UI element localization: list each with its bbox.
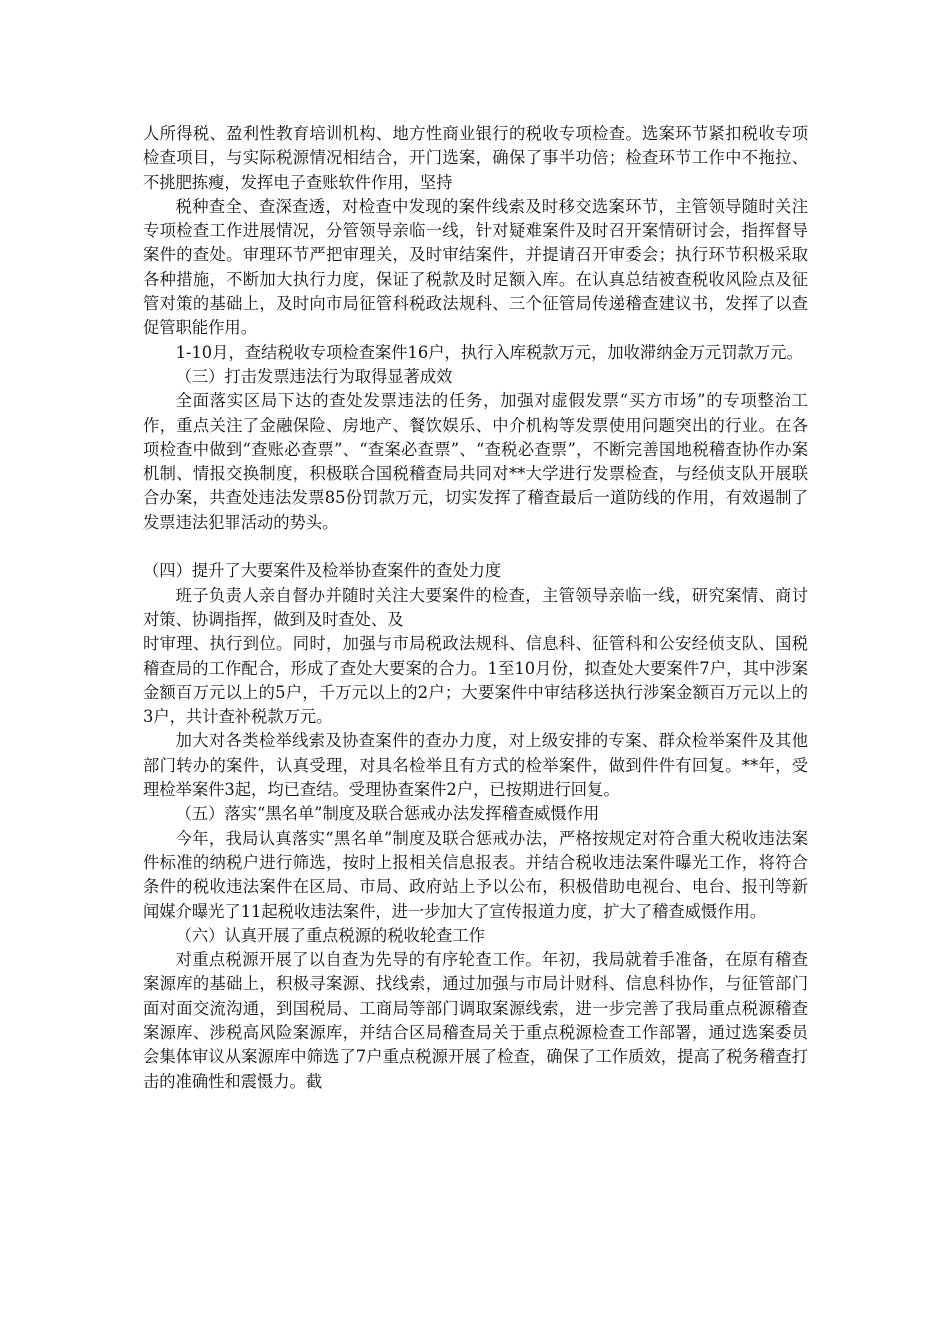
paragraph-invoice-enforcement: 全面落实区局下达的查处发票违法的任务，加强对虚假发票“买方市场”的专项整治工作，重点关注了金融保险、房地产、餐饮娱乐、中介机构等发票使用问题突出的行业。在各项检查中做到“查账必查票”、“查案必查票”、“查税必查票”，不断完善国地税稽查协作办案机制、情报交换制度，积极联合国税稽查局共同对**大学进行发票检查，与经侦支队开展联合办案，共查处违法发票85份罚款万元，切实发挥了稽查最后一道防线的作用，有效遏制了发票违法犯罪活动的势头。 xyxy=(143,391,808,532)
paragraph-blacklist: 今年，我局认真落实“黑名单”制度及联合惩戒办法，严格按规定对符合重大税收违法案件标准的纳税户进行筛选，按时上报相关信息报表。并结合税收违法案件曝光工作，将符合条件的税收违法案件在区局、市局、政府站上予以公布，积极借助电视台、电台、报刊等新闻媒介曝光了11起税收违法案件，进一步加大了宣传报道力度，扩大了稽查威慑作用。 xyxy=(143,828,808,921)
section-heading-key-sources: （六）认真开展了重点税源的税收轮查工作 xyxy=(175,925,485,945)
paragraph-key-sources: 对重点税源开展了以自查为先导的有序轮查工作。年初，我局就着手准备，在原有稽查案源库的基础上，积极寻案源、找线索，通过加强与市局计财科、信息科协作，与征管部门面对面交流沟通，到国税局、工商局等部门调取案源线索，进一步完善了我局重点税源稽查案源库、涉税高风险案源库，并结合区局稽查局关于重点税源检查工作部署，通过选案委员会集体审议从案源库中筛选了7户重点税源开展了检查，确保了工作质效，提高了税务稽查打击的准确性和震慑力。截 xyxy=(143,950,808,1091)
paragraph-special-inspection-results: 1-10月，查结税收专项检查案件16户，执行入库税款万元，加收滞纳金万元罚款万元。 xyxy=(175,342,803,362)
paragraph-continuation: 人所得税、盈利性教育培训机构、地方性商业银行的税收专项检查。选案环节紧扣税收专项检查项目，与实际税源情况相结合，开门选案，确保了事半功倍；检查环节工作中不拖拉、不挑肥拣瘦，发挥电子查账软件作用，坚持 xyxy=(143,124,808,192)
paragraph-spacer xyxy=(143,535,808,559)
paragraph-major-cases-results: 时审理、执行到位。同时，加强与市局税政法规科、信息科、征管科和公安经侦支队、国税稽查局的工作配合，形成了查处大要案的合力。1至10月份，拟查处大要案件7户，其中涉案金额百万元以上的5户，千万元以上的2户；大要案件中审结移送执行涉案金额百万元以上的3户，共计查补税款万元。 xyxy=(143,634,808,727)
document-body xyxy=(143,122,808,1094)
paragraph-major-cases-leadership: 班子负责人亲自督办并随时关注大要案件的检查，主管领导亲临一线，研究案情、商讨对策、协调指挥，做到及时查处、及 xyxy=(143,585,808,629)
paragraph-inspection-process: 税种查全、查深查透，对检查中发现的案件线索及时移交选案环节，主管领导随时关注专项检查工作进展情况，分管领导亲临一线，针对疑难案件及时召开案情研讨会，指挥督导案件的查处。审理环节严把审理关，及时审结案件，并提请召开审委会；执行环节积极采取各种措施，不断加大执行力度，保证了税款及时足额入库。在认真总结被查税收风险点及征管对策的基础上，及时向市局征管科税政法规科、三个征管局传递稽查建议书，发挥了以查促管职能作用。 xyxy=(143,196,808,338)
paragraph-reports-assistance: 加大对各类检举线索及协查案件的查办力度，对上级安排的专案、群众检举案件及其他部门转办的案件，认真受理，对具名检举且有方式的检举案件，做到件件有回复。**年，受理检举案件3起，均已查结。受理协查案件2户，已按期进行回复。 xyxy=(143,731,808,800)
section-heading-invoice: （三）打击发票违法行为取得显著成效 xyxy=(175,366,453,386)
section-heading-blacklist: （五）落实“黑名单”制度及联合惩戒办法发挥稽查威慑作用 xyxy=(175,804,600,824)
section-heading-major-cases: （四）提升了大要案件及检举协查案件的查处力度 xyxy=(143,561,502,581)
